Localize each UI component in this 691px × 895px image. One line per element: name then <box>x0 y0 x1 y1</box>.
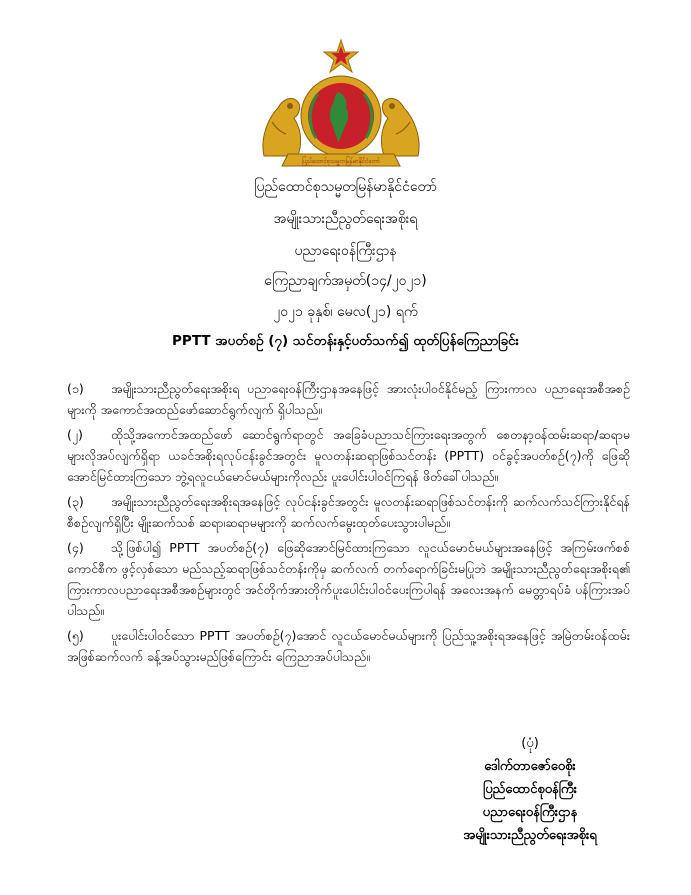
state-emblem-icon <box>258 38 424 173</box>
signatory-ministry: ပညာရေးဝန်ကြီးဌာန <box>482 805 578 820</box>
country-name: ပြည်ထောင်စုသမ္မတမြန်မာနိုင်ငံတော် <box>254 179 437 195</box>
ministry-name: ပညာရေးဝန်ကြီးဌာန <box>294 243 397 259</box>
paragraph-text: အမျိုးသားညီညွတ်ရေးအစိုးရအနေဖြင့် လုပ်ငန်းခွင်အတွင်း မူလတန်းဆရာဖြစ်သင်တန်းကို ဆက်လက်သင်ကြားနိုင်ရန် စီစဉ်လျက်ရှိပြီး မျိုးဆက်သစ် ဆရာ၊ဆရာမများကို ဆက်လက်မွေးထုတ်ပေးသွားပါမည်။ <box>67 494 630 530</box>
paragraph-number: (၁) <box>67 381 84 396</box>
paragraph-text: ပူးပေါင်းပါဝင်သော PPTT အပတ်စဉ်(၇)အောင် လူငယ်မောင်မယ်များကို ပြည်သူ့အစိုးရအနေဖြင့် အမြဲတမ်းဝန်ထမ်းအဖြစ်ဆက်လက် ခန့်အပ်သွားမည်ဖြစ်ကြောင်း ကြေညာအပ်ပါသည်။ <box>67 628 630 664</box>
paragraph-1 <box>67 378 630 420</box>
signature-block <box>440 732 620 847</box>
announcement-date: ၂၀၂၁ ခုနှစ်၊ မေလ(၂၁) ရက် <box>273 304 418 320</box>
paragraph-number: (၅) <box>67 628 84 643</box>
paragraph-3 <box>67 491 630 533</box>
paragraph-text: ထိုသို့အကောင်အထည်ဖော် ဆောင်ရွက်ရာတွင် အခြေခံပညာသင်ကြားရေးအတွက် စေတနာ့ဝန်ထမ်းဆရာ/ဆရာမများလိုအပ်လျက်ရှိရာ ယခင်အစိုးရလုပ်ငန်းခွင်အတွင်း မူလတန်းဆရာဖြစ်သင်တန်း (PPTT) ဝင်ခွင့်အပတ်စဉ်(၇)ကို ဖြေဆိုအောင်မြင်ထားကြသော ဘွဲ့ရလူငယ်မောင်မယ်များကိုလည်း ပူးပေါင်းပါဝင်ကြရန် ဖိတ်ခေါ်ပါသည်။ <box>67 427 630 484</box>
government-name: အမျိုးသားညီညွတ်ရေးအစိုးရ <box>273 211 418 227</box>
signature-mark: (ပုံ) <box>521 736 539 751</box>
paragraph-number: (၃) <box>67 494 84 509</box>
paragraph-text: သို့ဖြစ်ပါ၍ PPTT အပတ်စဉ်(၇) ဖြေဆိုအောင်မြင်ထားကြသော လူငယ်မောင်မယ်များအနေဖြင့် အကြမ်းဖက်စစ်ကောင်စီက ဖွင့်လှစ်သော မည်သည့်ဆရာဖြစ်သင်တန်းကိုမှ ဆက်လက် တက်ရောက်ခြင်းမပြုဘဲ အမျိုးသားညီညွတ်ရေးအစိုးရ၏ ကြားကာလပညာရေးအစီအစဉ်များတွင် အင်တိုက်အားတိုက်ပူးပေါင်းပါဝင်ပေးကြပါရန် အလေးအနက် မေတ္တာရပ်ခံ ပန်ကြားအပ်ပါသည်။ <box>67 540 630 618</box>
signatory-name: ဒေါက်တာဇော်ဝေစိုး <box>484 759 576 774</box>
paragraph-text: အမျိုးသားညီညွတ်ရေးအစိုးရ ပညာရေးဝန်ကြီးဌာနအနေဖြင့် အားလုံးပါဝင်နိုင်မည့် ကြားကာလ ပညာရေးအစီအစဉ်များကို အကောင်အထည်ဖော်ဆောင်ရွက်လျက် ရှိပါသည်။ <box>67 381 630 417</box>
paragraph-number: (၂) <box>67 427 83 442</box>
paragraph-number: (၄) <box>67 540 84 555</box>
announcement-number: ကြေညာချက်အမှတ်(၁၄/၂၀၂၁) <box>264 273 427 289</box>
signatory-role: ပြည်ထောင်စုဝန်ကြီး <box>483 782 577 797</box>
paragraph-5 <box>67 625 630 667</box>
paragraph-4 <box>67 537 630 621</box>
emblem-caption: ပြည်ထောင်စုသမ္မတမြန်မာနိုင်ငံတော် <box>301 158 381 165</box>
paragraph-2 <box>67 424 630 487</box>
announcement-body <box>67 378 630 671</box>
announcement-title: PPTT အပတ်စဉ် (၇) သင်တန်းနှင့်ပတ်သက်၍ ထုတ်ပြန်ကြေညာခြင်း <box>172 333 519 349</box>
signatory-government: အမျိုးသားညီညွတ်ရေးအစိုးရ <box>463 828 597 843</box>
